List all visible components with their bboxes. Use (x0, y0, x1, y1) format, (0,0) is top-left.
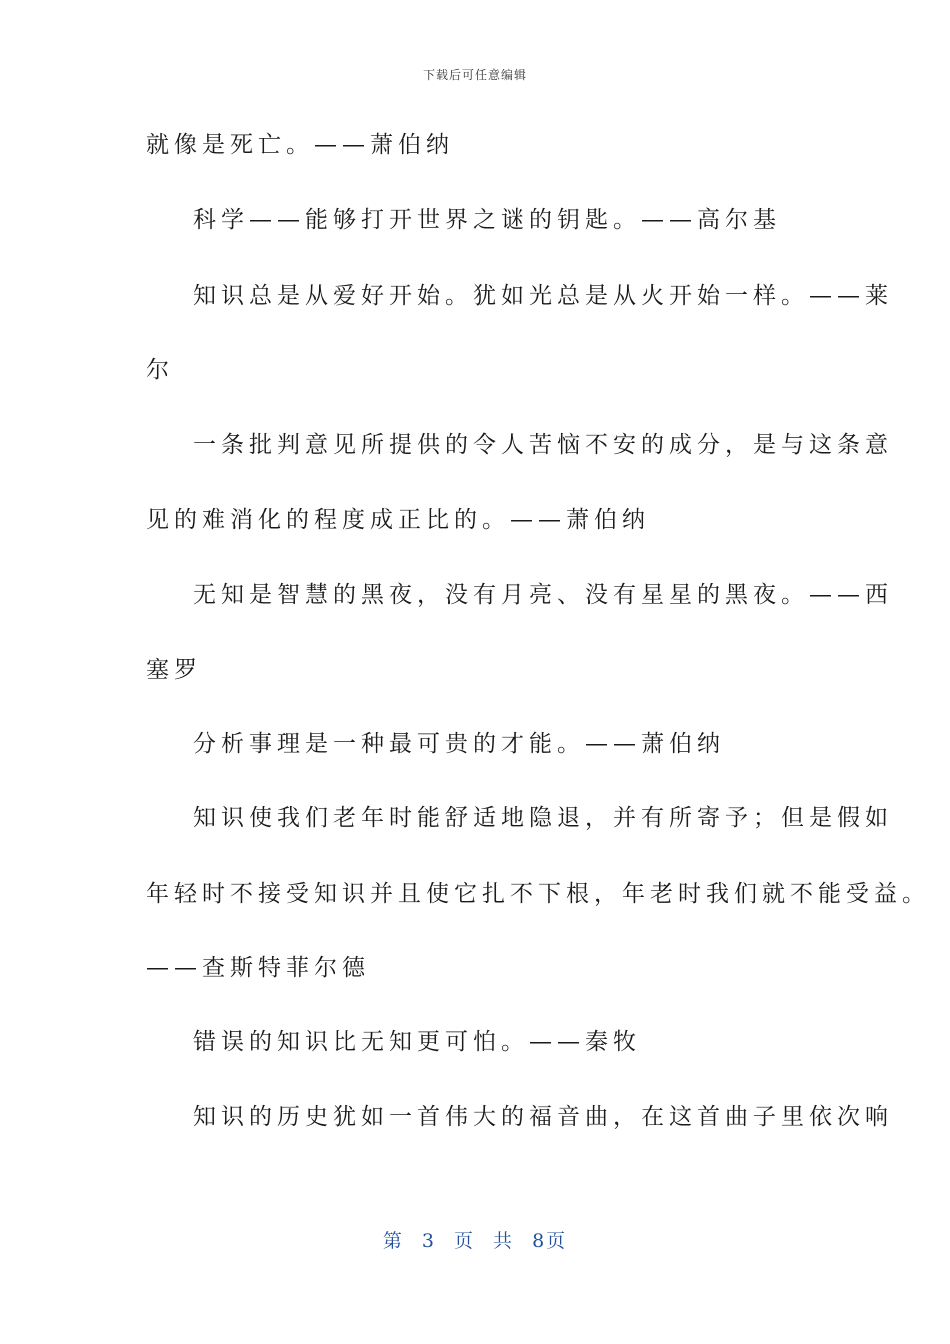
text-line: 塞罗 (146, 657, 202, 683)
text-line: 就像是死亡。——萧伯纳 (146, 132, 454, 158)
text-line: 知识总是从爱好开始。犹如光总是从火开始一样。——莱 (193, 283, 893, 309)
text-line: 一条批判意见所提供的令人苦恼不安的成分，是与这条意 (193, 432, 893, 458)
page-number-footer: 第 3 页 共 8页 (382, 1230, 568, 1252)
text-line: 见的难消化的程度成正比的。——萧伯纳 (146, 507, 650, 533)
text-line: 无知是智慧的黑夜，没有月亮、没有星星的黑夜。——西 (193, 582, 893, 608)
page-header: 下载后可任意编辑 (422, 68, 527, 82)
text-line: 尔 (146, 357, 174, 383)
text-line: ——查斯特菲尔德 (146, 955, 370, 981)
text-line: 年轻时不接受知识并且使它扎不下根，年老时我们就不能受益。 (146, 881, 930, 907)
text-line: 知识的历史犹如一首伟大的福音曲，在这首曲子里依次响 (193, 1104, 893, 1130)
text-line: 分析事理是一种最可贵的才能。——萧伯纳 (193, 731, 725, 757)
text-line: 知识使我们老年时能舒适地隐退，并有所寄予；但是假如 (193, 805, 893, 831)
text-line: 错误的知识比无知更可怕。——秦牧 (193, 1029, 641, 1055)
text-line: 科学——能够打开世界之谜的钥匙。——高尔基 (193, 207, 781, 233)
